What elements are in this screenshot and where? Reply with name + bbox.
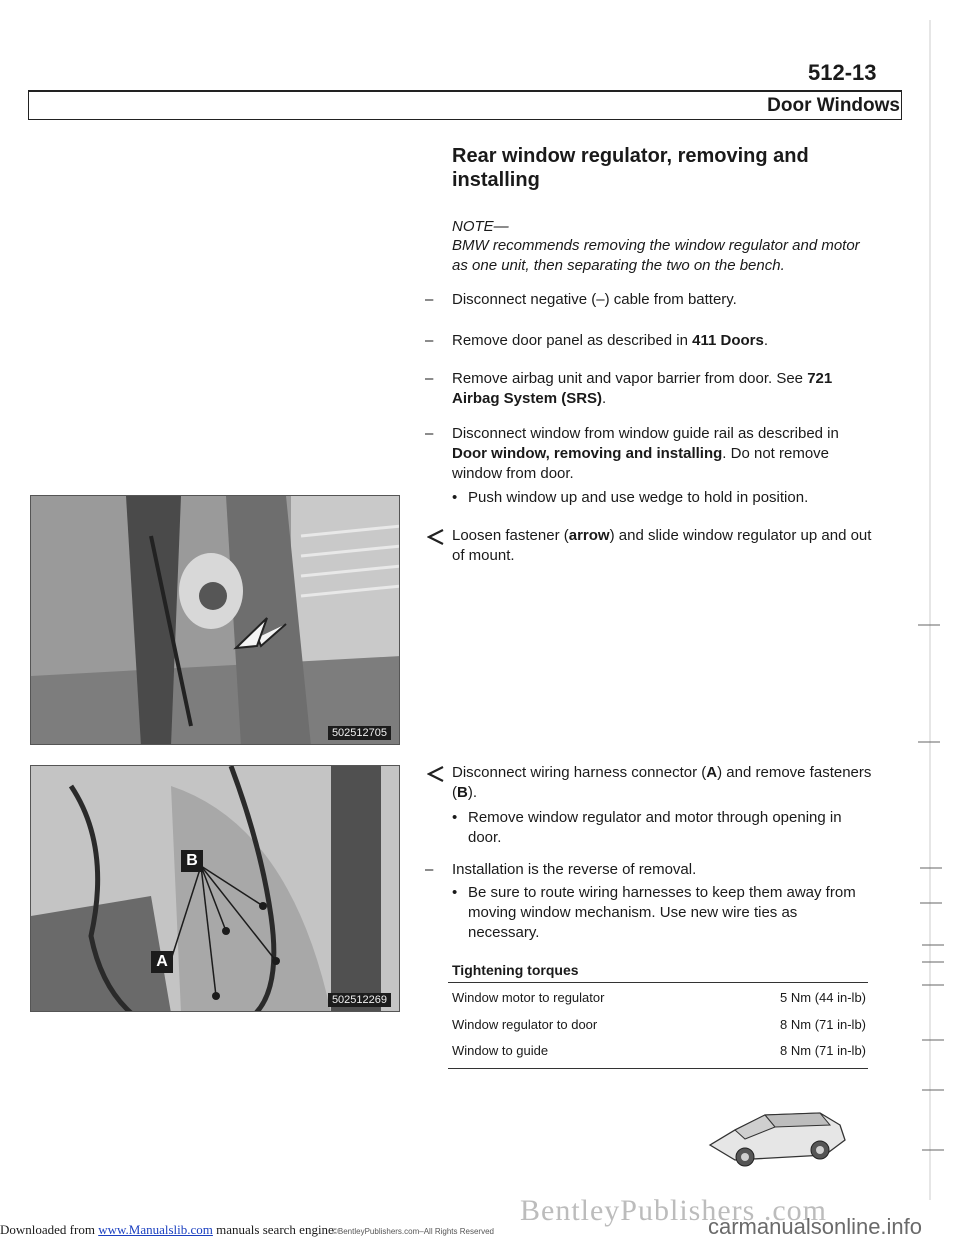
note-label: NOTE— xyxy=(452,218,509,235)
bullet-text: Remove window regulator and motor through opening in door. xyxy=(468,809,842,846)
bullet-route-harness xyxy=(452,883,872,943)
step-text: Disconnect window from window guide rail as described in Door window, removing and installing. Do not remove window from door. xyxy=(452,425,839,482)
torques-title: Tightening torques xyxy=(452,962,579,978)
dash-marker: – xyxy=(425,861,434,878)
note-text: BMW recommends removing the window regulator and motor as one unit, then separating the two on the bench. xyxy=(452,237,860,274)
label-b: B xyxy=(186,852,198,869)
photo-wiring-harness-fasteners xyxy=(30,765,400,1012)
torque-label: Window regulator to door xyxy=(452,1017,598,1032)
dash-marker: – xyxy=(425,291,434,308)
left-pointer-icon xyxy=(427,765,445,783)
watermark: BentleyPublishers .com xyxy=(520,1194,827,1227)
step-text: Disconnect wiring harness connector (A) and remove fasteners (B). xyxy=(452,764,872,801)
table-row xyxy=(452,1043,866,1059)
photo-illustration xyxy=(31,496,400,745)
photo-window-regulator-fastener xyxy=(30,495,400,745)
label-a: A xyxy=(156,953,168,970)
step-text: Loosen fastener (arrow) and slide window regulator up and out of mount. xyxy=(452,527,872,564)
table-row xyxy=(452,1017,866,1033)
torque-value: 8 Nm (71 in-lb) xyxy=(780,1043,866,1058)
step-text: Disconnect negative (–) cable from battery. xyxy=(452,291,737,308)
torque-value: 8 Nm (71 in-lb) xyxy=(780,1017,866,1032)
photo-code: 502512705 xyxy=(328,726,391,740)
ref-door-window: Door window, removing and installing xyxy=(452,445,723,462)
step-remove-door-panel xyxy=(425,331,875,351)
footer-copyright: ©BentleyPublishers.com–All Rights Reserved xyxy=(332,1227,494,1236)
step-disconnect-battery xyxy=(425,290,875,310)
bullet-text: Be sure to route wiring harnesses to keep them away from moving window mechanism. Use new wire ties as necessary. xyxy=(468,884,856,941)
bullet-text: Push window up and use wedge to hold in position. xyxy=(468,489,809,506)
step-disconnect-harness xyxy=(427,763,877,803)
dash-marker: – xyxy=(425,425,434,442)
table-rule-top xyxy=(448,982,868,983)
bullet-dot: • xyxy=(452,489,458,506)
bullet-push-window xyxy=(452,488,872,508)
torque-label: Window to guide xyxy=(452,1043,549,1058)
footer-site: carmanualsonline.info xyxy=(708,1214,923,1239)
step-text: Installation is the reverse of removal. xyxy=(452,861,697,878)
table-row xyxy=(452,990,866,1006)
car-illustration xyxy=(705,1105,850,1175)
manualslib-link[interactable]: www.Manualslib.com xyxy=(98,1222,213,1237)
torque-label: Window motor to regulator xyxy=(452,990,605,1005)
step-installation xyxy=(425,860,875,880)
section-header: Door Windows xyxy=(767,95,900,116)
photo-code: 502512269 xyxy=(328,993,391,1007)
ref-airbag: 721 Airbag System (SRS) xyxy=(452,370,833,407)
step-disconnect-window xyxy=(425,424,875,484)
photo-illustration xyxy=(31,766,400,1012)
dash-marker: – xyxy=(425,332,434,349)
dash-marker: – xyxy=(425,370,434,387)
step-remove-airbag xyxy=(425,369,875,409)
table-rule-bottom xyxy=(448,1068,868,1069)
step-text: Remove airbag unit and vapor barrier from door. See 721 Airbag System (SRS). xyxy=(452,370,833,407)
step-loosen-fastener xyxy=(427,526,877,566)
left-pointer-icon xyxy=(427,528,445,546)
ref-doors: 411 Doors xyxy=(692,332,764,349)
bullet-dot: • xyxy=(452,809,458,826)
section-title: Rear window regulator, removing and installing xyxy=(452,145,809,191)
step-text: Remove door panel as described in 411 Doors. xyxy=(452,332,769,349)
page-number: 512-13 xyxy=(808,60,877,85)
bullet-remove-regulator xyxy=(452,808,872,848)
footer-download-note: Downloaded from www.Manualslib.com manuals search engine xyxy=(0,1222,334,1237)
bullet-dot: • xyxy=(452,884,458,901)
torque-value: 5 Nm (44 in-lb) xyxy=(780,990,866,1005)
margin-marks xyxy=(900,0,960,1242)
